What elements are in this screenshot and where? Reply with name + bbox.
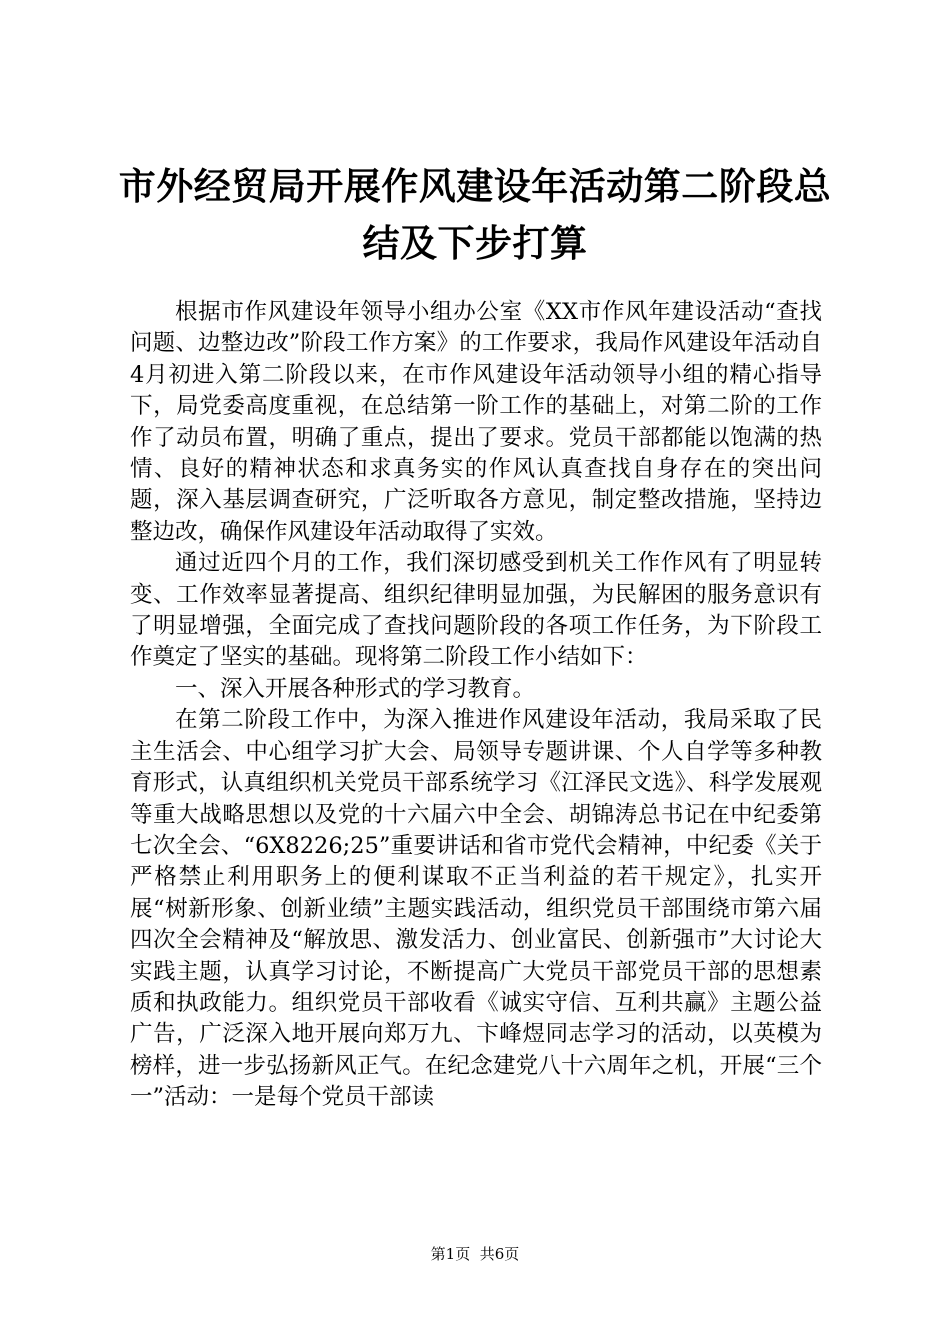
paragraph-summary: 通过近四个月的工作，我们深切感受到机关工作作风有了明显转变、工作效率显著提高、组织纪律明显加强，为民解困的服务意识有了明显增强，全面完成了查找问题阶段的各项工作任务，为下阶段工作奠定了坚实的基础。现将第二阶段工作小结如下： xyxy=(130,550,822,671)
document-title: 市外经贸局开展作风建设年活动第二阶段总结及下步打算 xyxy=(118,164,832,265)
page-total: 共6页 xyxy=(479,1245,520,1263)
paragraph-section-1: 在第二阶段工作中，为深入推进作风建设年活动，我局采取了民主生活会、中心组学习扩大会、局领导专题讲课、个人自学等多种教育形式，认真组织机关党员干部系统学习《江泽民文选》、科学发展观等重大战略思想以及党的十六届六中全会、胡锦涛总书记在中纪委第七次全会、“6X8226;25”重要讲话和省市党代会精神，中纪委《关于严格禁止利用职务上的便利谋取不正当利益的若干规定》，扎实开展“树新形象、创新业绩”主题实践活动，组织党员干部围绕市第六届四次全会精神及“解放思、激发活力、创业富民、创新强市”大讨论大实践主题，认真学习讨论，不断提高广大党员干部党员干部的思想素质和执政能力。组织党员干部收看《诚实守信、互利共赢》主题公益广告，广泛深入地开展向郑万九、卞峰煜同志学习的活动，以英模为榜样，进一步弘扬新风正气。在纪念建党八十六周年之机，开展“三个一”活动：一是每个党员干部读 xyxy=(130,707,822,1111)
paragraph-intro: 根据市作风建设年领导小组办公室《XX市作风年建设活动“查找问题、边整边改”阶段工作方案》的工作要求，我局作风建设年活动自4月初进入第二阶段以来，在市作风建设年活动领导小组的精心指导下，局党委高度重视，在总结第一阶工作的基础上，对第二阶的工作作了动员布置，明确了重点，提出了要求。党员干部都能以饱满的热情、良好的精神状态和求真务实的作风认真查找自身存在的突出问题，深入基层调查研究，广泛听取各方意见，制定整改措施，坚持边整边改，确保作风建设年活动取得了实效。 xyxy=(130,299,822,545)
page-number: 第1页 xyxy=(430,1245,471,1263)
document-body xyxy=(130,297,822,1114)
section-heading-1: 一、深入开展各种形式的学习教育。 xyxy=(175,675,536,702)
page-footer xyxy=(0,1244,950,1264)
